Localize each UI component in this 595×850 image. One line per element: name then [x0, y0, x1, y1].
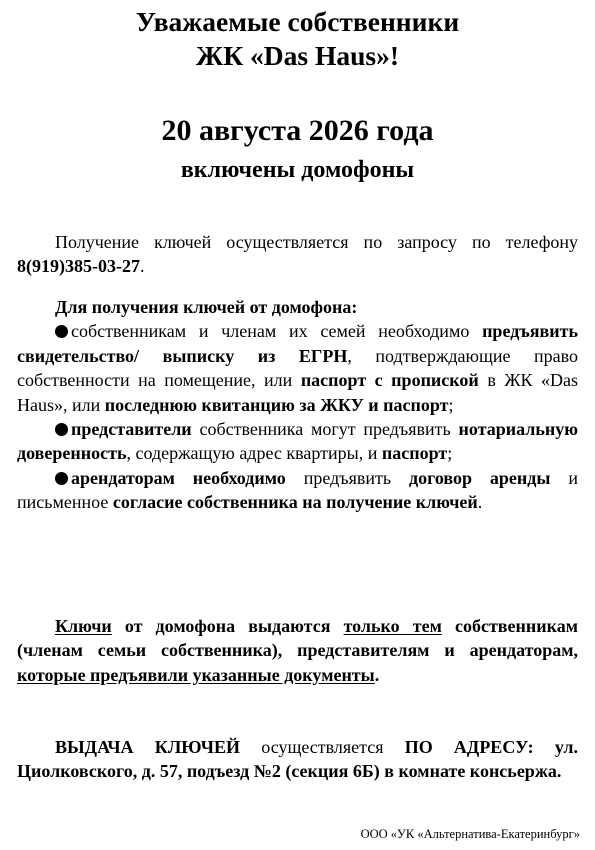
- intro-end: .: [139, 256, 145, 277]
- item-bold: нотариальную доверенность: [17, 419, 578, 464]
- heading-line2: ЖК «Das Haus»!: [196, 40, 399, 71]
- item-bold: договор аренды: [408, 467, 551, 488]
- requirements-header: Для получения ключей от домофона:: [55, 297, 358, 317]
- phone-number: 8(919)385-03-27: [17, 256, 140, 277]
- notice-text: .: [374, 664, 380, 685]
- item-bold: представители: [71, 419, 192, 440]
- bullet-icon: [55, 423, 68, 436]
- list-item-tenants: [17, 466, 578, 515]
- item-text: предъявить: [285, 467, 409, 488]
- item-text: .: [477, 492, 483, 513]
- heading: [0, 5, 595, 73]
- intro-text: Получение ключей осуществляется по запросу по телефону: [55, 232, 578, 252]
- address-location: ул. Циолковского, д. 57, подъезд №2 (секция 6Б) в комнате консьержа.: [17, 737, 578, 782]
- item-bold: согласие собственника на получение ключей: [112, 492, 478, 513]
- address-bold: ВЫДАЧА КЛЮЧЕЙ: [55, 737, 241, 757]
- list-item-owners: [17, 319, 578, 417]
- item-text: в ЖК «Das Haus», или: [17, 370, 578, 415]
- item-bold: предъявить свидетельство/ выписку из ЕГРН: [17, 321, 578, 366]
- item-bold: последнюю квитанцию за ЖКУ и паспорт: [104, 394, 449, 415]
- item-text: и письменное: [17, 467, 578, 513]
- item-text: ;: [447, 443, 453, 464]
- date-heading: 20 августа 2026 года: [161, 114, 434, 147]
- item-text: ;: [448, 394, 454, 415]
- company-signature: ООО «УК «Альтернатива-Екатеринбург»: [360, 827, 580, 841]
- keys-notice: [17, 614, 578, 687]
- bullet-icon: [55, 325, 68, 338]
- list-item-representatives: [17, 417, 578, 466]
- item-text: , содержащую адрес квартиры, и: [126, 443, 382, 464]
- requirements-section: [17, 295, 578, 515]
- item-bold: арендаторам необходимо: [71, 467, 286, 488]
- item-bold: паспорт: [381, 443, 448, 464]
- intro-paragraph: [17, 230, 578, 279]
- item-text: собственника могут предъявить: [191, 419, 459, 440]
- item-bold: паспорт с пропиской: [300, 370, 479, 391]
- address-paragraph: [17, 735, 578, 784]
- heading-line1: Уважаемые собственники: [135, 6, 460, 37]
- address-text: осуществляется: [240, 737, 405, 757]
- notice-underlined: только тем: [343, 616, 442, 636]
- item-text: , подтверждающие право собственности на помещение, или: [17, 345, 578, 391]
- address-bold: ПО АДРЕСУ:: [404, 737, 534, 757]
- notice-underlined: Ключи: [55, 616, 112, 636]
- notice-underlined: которые предъявили указанные документы: [17, 664, 375, 685]
- notice-text: от домофона выдаются: [111, 616, 344, 636]
- subtitle: включены домофоны: [180, 157, 415, 183]
- bullet-icon: [55, 472, 68, 485]
- notice-text: собственникам (членам семьи собственника), представителям и арендаторам,: [17, 616, 578, 661]
- item-text: собственникам и членам их семей необходимо: [71, 321, 483, 342]
